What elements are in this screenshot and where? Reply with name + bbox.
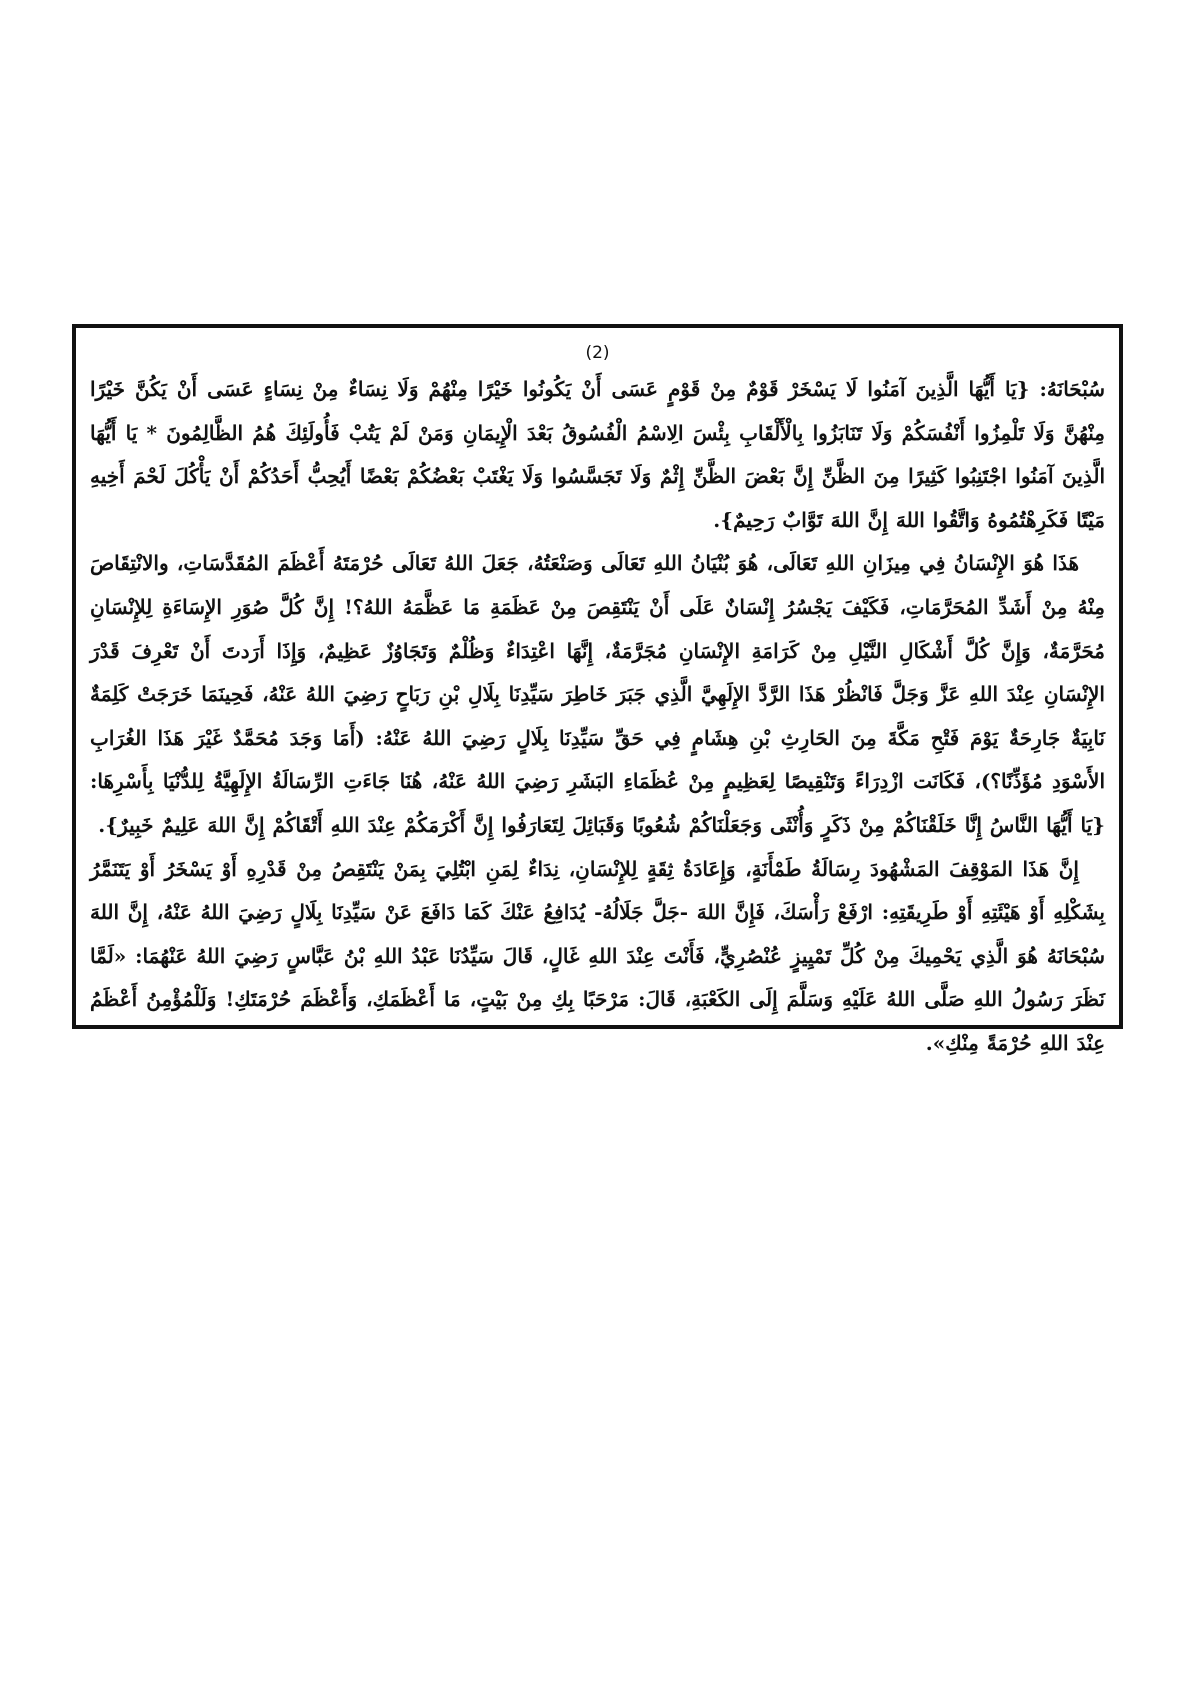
page-number: (2) [585,343,610,363]
paragraph-quran-verse: سُبْحَانَهُ: {يَا أَيُّهَا الَّذِينَ آمَنُوا لَا يَسْخَرْ قَوْمٌ مِنْ قَوْمٍ عَسَى أَنْ يَكُونُوا خَيْرًا مِنْهُمْ وَلَا نِسَاءٌ مِنْ نِسَاءٍ عَسَى أَنْ يَكُنَّ خَيْرًا مِنْهُنَّ وَلَا تَلْمِزُوا أَنْفُسَكُمْ وَلَا تَنَابَزُوا بِالْأَلْقَابِ بِئْسَ الِاسْمُ الْفُسُوقُ بَعْدَ الْإِيمَانِ وَمَنْ لَمْ يَتُبْ فَأُولَئِكَ هُمُ الظَّالِمُونَ * يَا أَيُّهَا الَّذِينَ آمَنُوا اجْتَنِبُوا كَثِيرًا مِنَ الظَّنِّ إِنَّ بَعْضَ الظَّنِّ إِثْمٌ وَلَا تَجَسَّسُوا وَلَا يَغْتَبْ بَعْضُكُمْ بَعْضًا أَيُحِبُّ أَحَدُكُمْ أَنْ يَأْكُلَ لَحْمَ أَخِيهِ مَيْتًا فَكَرِهْتُمُوهُ وَاتَّقُوا اللهَ إِنَّ اللهَ تَوَّابٌ رَحِيمٌ}. [90,377,1105,532]
paragraph-reassurance: إِنَّ هَذَا المَوْقِفَ المَشْهُودَ رِسَالَةُ طَمْأَنَةٍ، وَإِعَادَةُ ثِقَةٍ لِلإِنْسَانِ، نِدَاءٌ لِمَنِ ابْتُلِيَ بِمَنْ يَنْتَقِصُ مِنْ قَدْرِهِ أَوْ يَسْخَرُ أَوْ يَتَنَمَّرُ بِشَكْلِهِ أَوْ هَيْئَتِهِ أَوْ طَرِيقَتِهِ: ارْفَعْ رَأْسَكَ، فَإِنَّ اللهَ -جَلَّ جَلَالُهُ- يُدَافِعُ عَنْكَ كَمَا دَافَعَ عَنْ سَيِّدِنَا بِلَالٍ رَضِيَ اللهُ عَنْهُ، إِنَّ اللهَ سُبْحَانَهُ هُوَ الَّذِي يَحْمِيكَ مِنْ كُلِّ تَمْيِيزٍ عُنْصُرِيٍّ، فَأَنْتَ عِنْدَ اللهِ غَالٍ، قَالَ سَيِّدُنَا عَبْدُ اللهِ بْنُ عَبَّاسٍ رَضِيَ اللهُ عَنْهُمَا: «لَمَّا نَظَرَ رَسُولُ اللهِ صَلَّى اللهُ عَلَيْهِ وَسَلَّمَ إِلَى الكَعْبَةِ، قَالَ: مَرْحَبًا بِكِ مِنْ بَيْتٍ، مَا أَعْظَمَكِ، وَأَعْظَمَ حُرْمَتَكِ! وَلَلْمُؤْمِنُ أَعْظَمُ عِنْدَ اللهِ حُرْمَةً مِنْكِ». [90,856,1105,1055]
text-frame [72,324,1123,1055]
paragraph-human-dignity: هَذَا هُوَ الإِنْسَانُ فِي مِيزَانِ اللهِ تَعَالَى، هُوَ بُنْيَانُ اللهِ تَعَالَى وَصَنْعَتُهُ، جَعَلَ اللهُ تَعَالَى حُرْمَتَهُ أَعْظَمَ المُقَدَّسَاتِ، والانْتِقَاصَ مِنْهُ مِنْ أَشَدِّ المُحَرَّمَاتِ، فَكَيْفَ يَجْسُرُ إِنْسَانٌ عَلَى أَنْ يَنْتَقِصَ مِنْ عَظَمَةِ مَا عَظَّمَهُ اللهُ؟! إِنَّ كُلَّ صُوَرِ الإِسَاءَةِ لِلإِنْسَانِ مُحَرَّمَةٌ، وَإِنَّ كُلَّ أَشْكَالِ النَّيْلِ مِنْ كَرَامَةِ الإِنْسَانِ مُجَرَّمَةٌ، إِنَّهَا اعْتِدَاءٌ وَظُلْمٌ وَتَجَاوُزٌ عَظِيمٌ، وَإِذَا أَرَدتَ أَنْ تَعْرِفَ قَدْرَ الإِنْسَانِ عِنْدَ اللهِ عَزَّ وَجَلَّ فَانْظُرْ هَذَا الرَّدَّ الإِلَهِيَّ الَّذِي جَبَرَ خَاطِرَ سَيِّدِنَا بِلَالِ بْنِ رَبَاحٍ رَضِيَ اللهُ عَنْهُ، فَحِينَمَا خَرَجَتْ كَلِمَةٌ نَابِيَةٌ جَارِحَةٌ يَوْمَ فَتْحِ مَكَّةَ مِنَ الحَارِثِ بْنِ هِشَامٍ فِي حَقِّ سَيِّدِنَا بِلَالٍ رَضِيَ اللهُ عَنْهُ: (أَمَا وَجَدَ مُحَمَّدٌ غَيْرَ هَذَا الغُرَابِ الأَسْوَدِ مُؤَذِّنًا؟)، فَكَانَت ازْدِرَاءً وَتَنْقِيصًا لِعَظِيمٍ مِنْ عُظَمَاءِ البَشَرِ رَضِيَ اللهُ عَنْهُ، هُنَا جَاءَتِ الرِّسَالَةُ الإِلَهِيَّةُ لِلدُّنْيَا بِأَسْرِهَا: {يَا أَيُّهَا النَّاسُ إِنَّا خَلَقْنَاكُمْ مِنْ ذَكَرٍ وَأُنْثَى وَجَعَلْنَاكُمْ شُعُوبًا وَقَبَائِلَ لِتَعَارَفُوا إِنَّ أَكْرَمَكُمْ عِنْدَ اللهِ أَتْقَاكُمْ إِنَّ اللهَ عَلِيمٌ خَبِيرٌ}. [90,551,1105,837]
